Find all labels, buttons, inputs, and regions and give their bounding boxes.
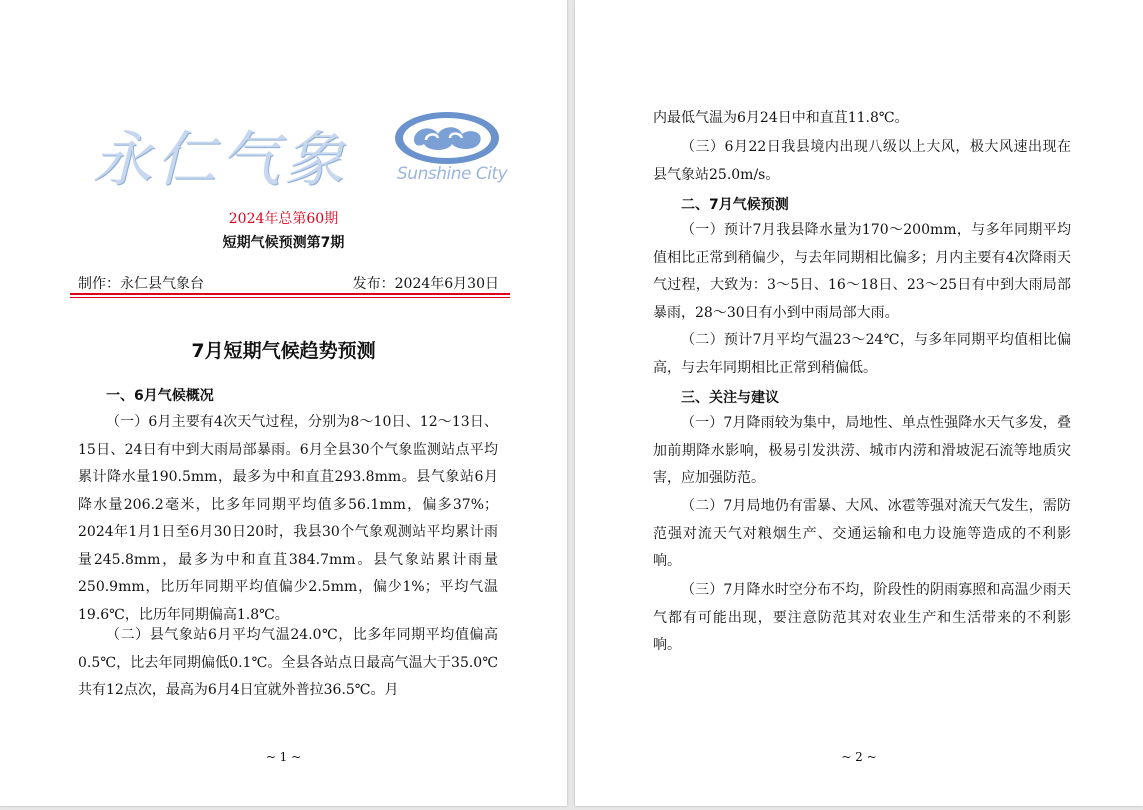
section-heading-1: 一、6月气候概况: [106, 388, 214, 404]
yongren-weather-logo: [92, 106, 512, 196]
paragraph-7: （二）7月局地仍有雷暴、大风、冰雹等强对流天气发生，需防范强对流天气对粮烟生产、交通运输和电力设施等造成的不利影响。: [653, 498, 1071, 569]
issue-subtitle: 短期气候预测第7期: [222, 235, 345, 251]
paragraph-continued: 内最低气温为6月24日中和直苴11.8℃。: [653, 110, 909, 126]
publish-date: 发布：2024年6月30日: [352, 276, 499, 292]
page-number: ~ 1 ~: [265, 750, 302, 764]
page-number: ~ 2 ~: [841, 750, 877, 764]
paragraph-8: （三）7月降水时空分布不均，阶段性的阴雨寡照和高温少雨天气都有可能出现，要注意防范其对农业生产和生活带来的不利影响。: [653, 582, 1071, 653]
issue-number: 2024年总第60期: [228, 211, 339, 227]
paragraph-3: （三）6月22日我县境内出现八级以上大风，极大风速出现在县气象站25.0m/s。: [653, 139, 1071, 183]
header-rule-thin: [70, 297, 510, 298]
section-heading-3: 三、关注与建议: [681, 390, 779, 406]
section-heading-2: 二、7月气候预测: [681, 197, 789, 213]
paragraph-6: （一）7月降雨较为集中，局地性、单点性强降水天气多发，叠加前期降水影响，极易引发洪涝、城市内涝和滑坡泥石流等地质灾害，应加强防范。: [653, 415, 1071, 486]
document-title: 7月短期气候趋势预测: [191, 340, 376, 362]
paragraph-4: （一）预计7月我县降水量为170～200mm，与多年同期平均值相比正常到稍偏少，与去年同期相比偏多；月内主要有4次降雨天气过程，大致为：3～5日、16～18日、23～25日有中到大雨局部暴雨，28～30日有小到中雨局部大雨。: [653, 222, 1071, 321]
page-2: [575, 0, 1143, 806]
header-rule-thick: [70, 293, 510, 295]
cloud-swirl-icon: [392, 110, 502, 170]
page-1: [0, 0, 567, 806]
logo-chinese-text: 永仁气象: [92, 125, 348, 195]
paragraph-5: （二）预计7月平均气温23～24℃，与多年同期平均值相比偏高，与去年同期相比正常到稍偏低。: [653, 332, 1071, 376]
paragraph-1: （一）6月主要有4次天气过程，分别为8～10日、12～13日、15日、24日有中到大雨局部暴雨。6月全县30个气象监测站点平均累计降水量190.5mm，最多为中和直苴293.8mm。县气象站6月降水量206.2毫米，比多年同期平均值多56.1mm，偏多37%；2024年1月1日至6月30日20时，我县30个气象观测站平均累计雨量245.8mm，最多为中和直苴384.7mm。县气象站累计雨量250.9mm，比历年同期平均值偏少2.5mm，偏少1%；平均气温19.6℃，比历年同期偏高1.8℃。: [78, 414, 498, 623]
paragraph-2: （二）县气象站6月平均气温24.0℃，比多年同期平均值偏高0.5℃，比去年同期偏低0.1℃。全县各站点日最高气温大于35.0℃共有12点次，最高为6月4日宜就外普拉36.5℃。月: [78, 627, 498, 698]
logo-english-text: Sunshine City: [397, 164, 508, 184]
maker-label: 制作：永仁县气象台: [78, 276, 204, 292]
